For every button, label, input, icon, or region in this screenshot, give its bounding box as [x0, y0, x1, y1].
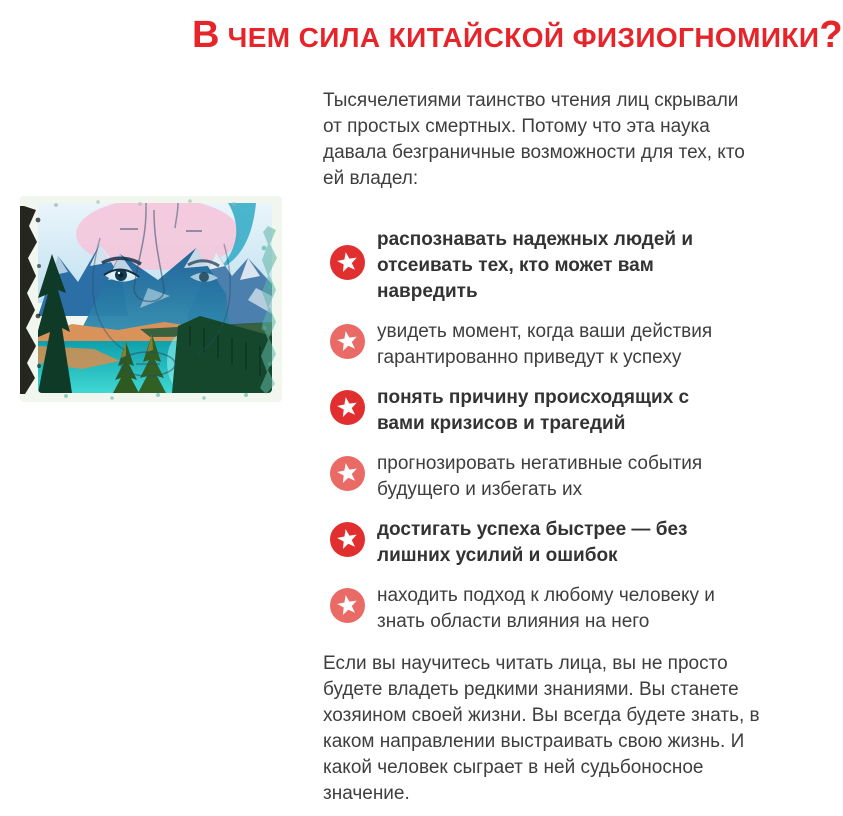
- benefit-text: прогнозировать негативные события будущего и избегать их: [377, 453, 703, 500]
- title-middle: ЧЕМ СИЛА КИТАЙСКОЙ ФИЗИОГНОМИКИ: [219, 22, 820, 53]
- intro-paragraph: Тысячелетиями таинство чтения лиц скрывали от простых смертных. Потому что эта наука давала безграничные возможности для тех, кто ей владел:: [323, 90, 745, 189]
- benefit-item: [323, 385, 760, 437]
- benefit-item: [323, 319, 760, 371]
- star-icon: [330, 324, 365, 359]
- benefit-item: [323, 517, 760, 569]
- content-column: [323, 88, 760, 807]
- benefit-text: распознавать надежных людей и отсеивать тех, кто может вам навредить: [377, 229, 694, 302]
- benefit-text: понять причину происходящих с вами кризисов и трагедий: [377, 387, 690, 434]
- star-icon: [330, 588, 365, 623]
- title-lead: В: [192, 14, 220, 56]
- star-icon: [330, 390, 365, 425]
- benefit-text: увидеть момент, когда ваши действия гарантированно приведут к успеху: [377, 321, 713, 368]
- title-question-mark: ?: [819, 14, 843, 56]
- star-icon: [330, 456, 365, 491]
- benefit-item: [323, 451, 760, 503]
- benefit-text: находить подход к любому человеку и знать области влияния на него: [377, 585, 715, 632]
- benefit-item: [323, 227, 760, 305]
- section-title: [192, 12, 843, 61]
- face-collage-image: [20, 196, 282, 402]
- star-icon: [330, 245, 365, 280]
- benefit-text: достигать успеха быстрее — без лишних усилий и ошибок: [377, 519, 688, 566]
- benefits-list: [323, 227, 760, 635]
- star-icon: [330, 522, 365, 557]
- benefit-item: [323, 583, 760, 635]
- outro-paragraph: Если вы научитесь читать лица, вы не просто будете владеть редкими знаниями. Вы станете хозяином своей жизни. Вы всегда будете знать, в каком направлении выстраивать свою жизнь. И какой человек сыграет в ней судьбоносное значение.: [323, 653, 760, 804]
